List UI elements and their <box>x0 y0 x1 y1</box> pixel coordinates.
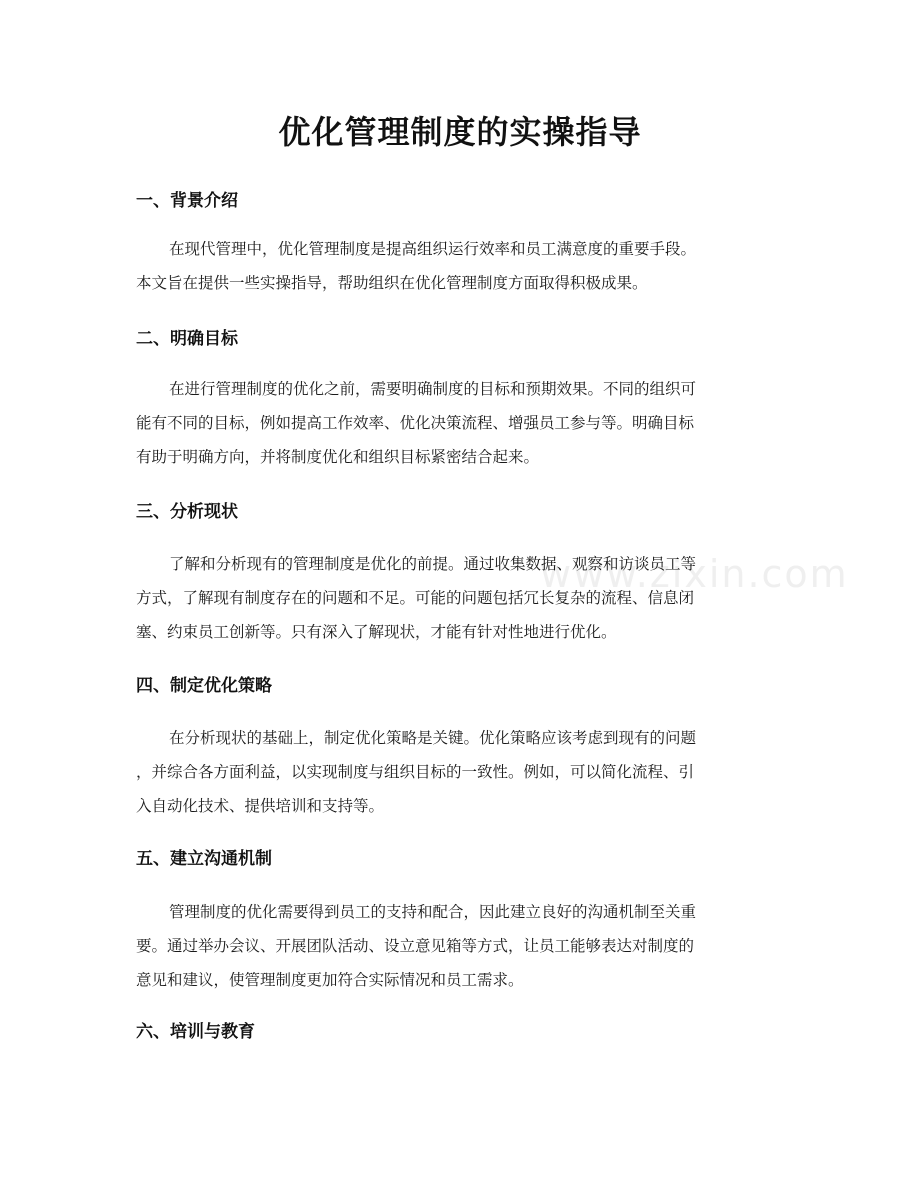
section-heading-goals: 二、明确目标 <box>136 329 238 349</box>
section-body-goals <box>136 372 786 474</box>
paragraph-line: 在进行管理制度的优化之前，需要明确制度的目标和预期效果。不同的组织可 <box>169 380 697 398</box>
paragraph-line: 在分析现状的基础上，制定优化策略是关键。优化策略应该考虑到现有的问题 <box>169 729 697 747</box>
section-heading-strategy: 四、制定优化策略 <box>136 676 272 696</box>
section-body-background <box>136 232 786 300</box>
section-heading-training: 六、培训与教育 <box>136 1022 255 1042</box>
section-heading-communication: 五、建立沟通机制 <box>136 849 272 869</box>
paragraph-line: ，并综合各方面利益，以实现制度与组织目标的一致性。例如，可以简化流程、引 <box>136 763 695 781</box>
section-body-communication <box>136 895 786 997</box>
page-title: 优化管理制度的实操指导 <box>278 113 642 151</box>
section-heading-background: 一、背景介绍 <box>136 191 238 211</box>
paragraph-line: 入自动化技术、提供培训和支持等。 <box>136 797 385 815</box>
paragraph-line: 管理制度的优化需要得到员工的支持和配合，因此建立良好的沟通机制至关重 <box>169 903 697 921</box>
section-body-strategy <box>136 721 786 823</box>
watermark: www.zixin.com <box>540 552 849 596</box>
paragraph-line: 意见和建议，使管理制度更加符合实际情况和员工需求。 <box>136 971 524 989</box>
section-body-current-state <box>136 547 786 649</box>
paragraph-line: 能有不同的目标，例如提高工作效率、优化决策流程、增强员工参与等。明确目标 <box>136 414 695 432</box>
paragraph-line: 方式，了解现有制度存在的问题和不足。可能的问题包括冗长复杂的流程、信息闭 <box>136 589 695 607</box>
section-heading-current-state: 三、分析现状 <box>136 502 238 522</box>
paragraph-line: 在现代管理中，优化管理制度是提高组织运行效率和员工满意度的重要手段。 <box>169 240 697 258</box>
paragraph-line: 要。通过举办会议、开展团队活动、设立意见箱等方式，让员工能够表达对制度的 <box>136 937 695 955</box>
paragraph-line: 本文旨在提供一些实操指导，帮助组织在优化管理制度方面取得积极成果。 <box>136 274 648 292</box>
paragraph-line: 了解和分析现有的管理制度是优化的前提。通过收集数据、观察和访谈员工等 <box>169 555 697 573</box>
paragraph-line: 有助于明确方向，并将制度优化和组织目标紧密结合起来。 <box>136 448 540 466</box>
paragraph-line: 塞、约束员工创新等。只有深入了解现状，才能有针对性地进行优化。 <box>136 623 617 641</box>
